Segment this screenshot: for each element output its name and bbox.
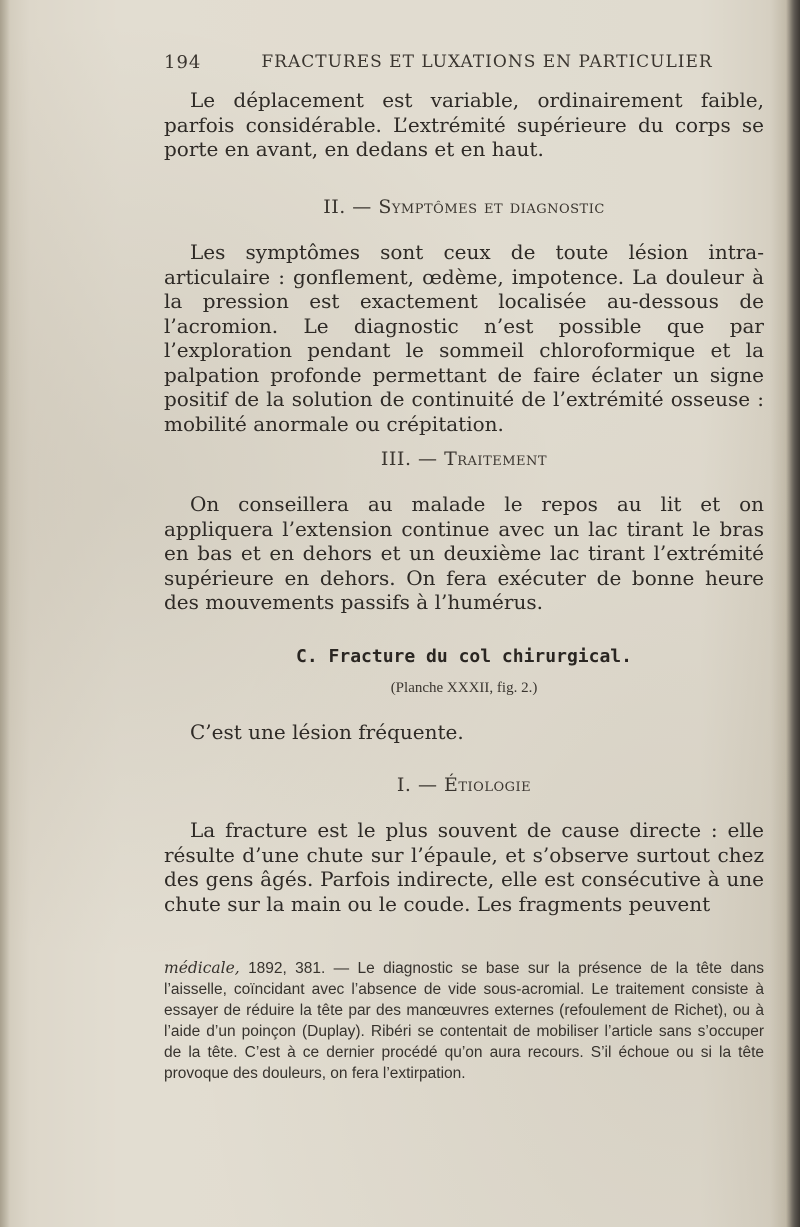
section-number: III. — [380,448,438,470]
section-heading-treatment [164,448,764,470]
section-title: Traitement [444,448,548,470]
footnote-text [164,958,764,1084]
paragraph-symptoms [164,240,764,436]
section-number: II. — [323,196,372,218]
page-right-binding [786,0,800,1227]
section-heading-symptoms [164,196,764,218]
paragraph-treatment [164,492,764,615]
footnote-body: 1892, 381. — Le diagnostic se base sur la présence de la tête dans l’aisselle, coïncidant avec l’absence de vide sous-acromial. Le traitement consiste à essayer de réduire la tête par des manœuvres externes (refoulement de Richet), ou à l’aide d’un poinçon (Duplay). Ribéri se contentait de mobiliser l’article sans s’occuper de la tête. C’est à ce dernier procédé qu’on aura recours. S’il échoue ou si la tête provoque des douleurs, on fera l’extirpation. [164,960,764,1082]
section-title: Symptômes et diagnostic [378,196,605,218]
paragraph-text: La fracture est le plus souvent de cause directe : elle résulte d’une chute sur l’épaule, et s’observe surtout chez des gens âgés. Parfois indirecte, elle est consécutive à une chute sur la main ou le coude. Les fragments peuvent [164,818,764,916]
paragraph-displacement [164,88,764,162]
section-title: Étiologie [444,774,532,796]
page-number: 194 [164,52,202,73]
paragraph-frequent [164,720,764,745]
paragraph-text: On conseillera au malade le repos au lit et on appliquera l’extension continue avec un lac tirant le bras en bas et en dehors et un deuxième lac tirant l’extrémité supérieure en dehors. On fera exécuter de bonne heure des mouvements passifs à l’humérus. [164,492,764,614]
footnote-italic: médicale, [164,959,240,977]
section-number: I. — [396,774,438,796]
paragraph-etiology [164,818,764,916]
section-heading-etiology [164,774,764,796]
fracture-heading: C. Fracture du col chirurgical. [296,646,632,667]
footnote [164,958,764,1084]
paragraph-text: C’est une lésion fréquente. [190,720,464,744]
paragraph-text: Le déplacement est variable, ordinairement faible, parfois considérable. L’extrémité supérieure du corps se porte en avant, en dedans et en haut. [164,88,764,161]
running-header [164,52,760,73]
paragraph-text: Les symptômes sont ceux de toute lésion intra-articulaire : gonflement, œdème, impotence. La douleur à la pression est exactement localisée au-dessous de l’acromion. Le diagnostic n’est possible que par l’exploration pendant le sommeil chloroformique et la palpation profonde permettant de faire éclater un signe positif de la solution de continuité de l’extrémité osseuse : mobilité anormale ou crépitation. [164,240,764,436]
page-left-shadow [0,0,10,1227]
plate-reference: (Planche XXXII, fig. 2.) [390,680,538,696]
running-title: FRACTURES ET LUXATIONS EN PARTICULIER [261,52,713,72]
